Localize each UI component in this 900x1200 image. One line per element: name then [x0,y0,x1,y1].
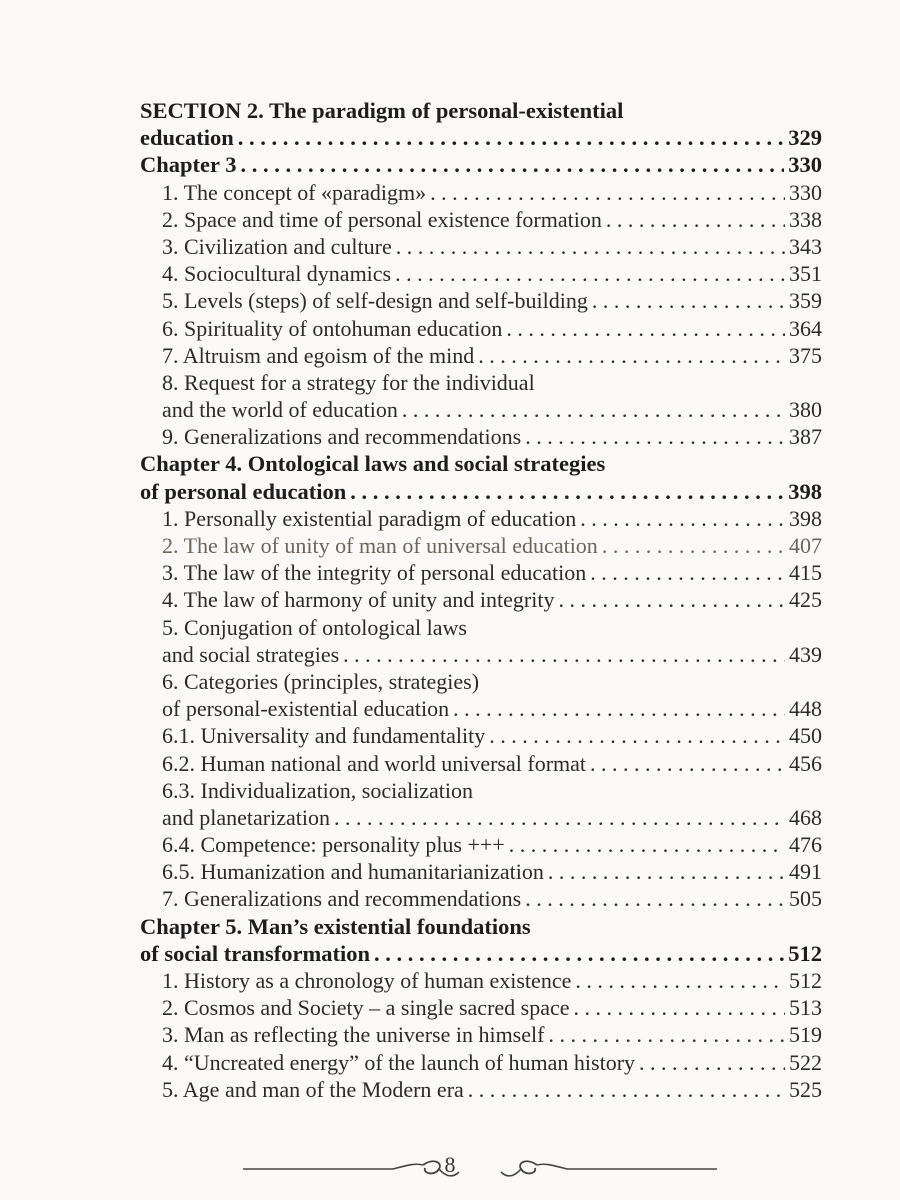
toc-entry [140,751,822,778]
toc-entry [140,261,822,288]
toc-entry-title: 6. Spirituality of ontohuman education [162,315,503,341]
toc-entry [140,370,822,397]
dot-leader [606,207,785,233]
toc-entry-page: 512 [788,940,822,966]
dot-leader [396,234,785,260]
toc-entry-title: 6.5. Humanization and humanitarianization [162,859,544,885]
dot-leader [343,642,785,668]
toc-entry [140,805,822,832]
toc-entry-page: 398 [788,478,822,504]
toc-entry [140,832,822,859]
dot-leader [592,288,785,314]
toc-entry-page: 364 [789,315,822,341]
toc-entry [140,696,822,723]
toc-entry [140,1050,822,1077]
dot-leader [574,995,785,1021]
dot-leader [395,261,785,287]
toc-entry [140,914,822,941]
toc-entry-title: 2. Cosmos and Society – a single sacred space [162,995,570,1021]
toc-entry [140,1077,822,1104]
toc-entry-title: 3. The law of the integrity of personal education [162,560,587,586]
dot-leader [489,723,785,749]
toc-entry [140,506,822,533]
toc-entry [140,98,822,125]
toc-entry [140,859,822,886]
dot-leader [453,696,785,722]
dot-leader [506,316,785,342]
toc-entry-page: 338 [789,206,822,232]
toc-entry-page: 359 [789,288,822,314]
toc-entry-title: 1. The concept of «paradigm» [162,179,427,205]
dot-leader [374,941,784,967]
dot-leader [525,424,785,450]
toc-entry-title: 4. Sociocultural dynamics [162,261,392,287]
toc-entry-title: 6.2. Human national and world universal format [162,750,587,776]
dot-leader [590,560,785,586]
toc-entry [140,723,822,750]
toc-entry-page: 398 [789,505,822,531]
dot-leader [548,859,785,885]
dot-leader [430,180,785,206]
toc-entry-page: 456 [789,750,822,776]
toc-entry-title: 6.3. Individualization, socialization [162,777,473,803]
toc-entry-page: 468 [789,804,822,830]
toc-entry-page: 505 [789,886,822,912]
toc-entry-title: 3. Man as reflecting the universe in himself [162,1022,545,1048]
toc-entry-title: 6. Categories (principles, strategies) [162,668,480,694]
toc-entry [140,886,822,913]
dot-leader [558,587,785,613]
toc-entry-page: 491 [789,859,822,885]
toc-entry-page: 343 [789,233,822,259]
toc-entry-title: 6.1. Universality and fundamentality [162,723,486,749]
toc-entry [140,451,822,478]
toc-entry-title: and planetarization [162,804,330,830]
toc-entry-page: 330 [788,152,822,178]
toc-entry-page: 425 [789,587,822,613]
toc-entry [140,669,822,696]
toc-entry [140,343,822,370]
toc-entry-title: of social transformation [140,940,370,966]
toc-entry-page: 439 [789,641,822,667]
page-number: 8 [444,1152,456,1177]
dot-leader [350,479,784,505]
toc-entry-page: 387 [789,424,822,450]
toc-entry-title: of personal education [140,478,347,504]
toc-entry-page: 512 [789,968,822,993]
toc-entry-page: 375 [789,342,822,368]
toc-entry [140,968,822,995]
toc-entry-page: 330 [789,179,822,205]
toc-entry-page: 329 [788,125,822,151]
dot-leader [402,397,785,423]
dot-leader [468,1077,785,1103]
dot-leader [590,751,785,777]
dot-leader [639,1050,785,1076]
toc-entry [140,125,822,152]
toc-entry [140,234,822,261]
dot-leader [240,152,784,178]
toc-entry-page: 522 [789,1049,822,1075]
toc-entry-title: 1. History as a chronology of human existence [162,968,572,993]
dot-leader [238,125,784,151]
toc-entry [140,995,822,1022]
toc-entry-title: 2. The law of unity of man of universal education [162,533,598,558]
toc-entry [140,587,822,614]
toc-entry-page: 380 [789,397,822,423]
toc-entry [140,533,822,560]
toc-entry [140,152,822,179]
toc-entry-title: of personal-existential education [162,696,450,722]
footer-ornament [243,1152,717,1186]
toc-entry [140,1022,822,1049]
toc-entry-title: 5. Levels (steps) of self-design and self-building [162,288,588,314]
toc-entry [140,180,822,207]
toc-entry-title: and social strategies [162,641,340,667]
dot-leader [580,506,785,532]
dot-leader [575,968,785,994]
dot-leader [525,886,785,912]
toc-entry [140,316,822,343]
toc-entry-title: 7. Generalizations and recommendations [162,886,522,912]
toc-entry-page: 476 [789,832,822,858]
toc-entry [140,479,822,506]
toc-entry [140,778,822,805]
toc-entry-title: 6.4. Competence: personality plus +++ [162,832,505,858]
toc-entry-title: 9. Generalizations and recommendations [162,424,522,450]
toc-entry [140,642,822,669]
toc-entry [140,941,822,968]
toc-entry-title: 5. Conjugation of ontological laws [162,614,467,640]
toc-entry [140,424,822,451]
toc-entry-title: Chapter 4. Ontological laws and social strategies [140,451,606,477]
dot-leader [602,533,785,559]
toc-entry-title: 8. Request for a strategy for the individual [162,369,535,395]
toc-entry-page: 450 [789,723,822,749]
dot-leader [334,805,785,831]
toc-entry-title: 2. Space and time of personal existence formation [162,206,602,232]
toc-entry-title: and the world of education [162,397,398,423]
toc-entry-page: 351 [789,261,822,287]
toc-entry [140,207,822,234]
toc-entry-page: 519 [789,1022,822,1048]
toc-entry [140,397,822,424]
toc-entry-title: Chapter 3 [140,152,237,178]
toc-entry [140,560,822,587]
toc-entry [140,615,822,642]
toc-entry-title: 4. The law of harmony of unity and integrity [162,587,555,613]
toc-entry-title: 1. Personally existential paradigm of education [162,505,577,531]
toc-entry-page: 525 [789,1076,822,1102]
toc-entry-title: 3. Civilization and culture [162,233,392,259]
dot-leader [478,343,785,369]
toc-entry-title: SECTION 2. The paradigm of personal-existential [140,98,624,123]
toc-entry-title: Chapter 5. Man’s existential foundations [140,913,531,939]
toc-entry-page: 407 [789,533,822,558]
toc-entry-title: education [140,125,234,151]
toc-entry-page: 415 [789,560,822,586]
toc-entry [140,288,822,315]
toc-entry-title: 5. Age and man of the Modern era [162,1076,464,1102]
toc-entry-page: 448 [789,696,822,722]
toc-entry-title: 7. Altruism and egoism of the mind [162,342,475,368]
toc-entry-page: 513 [789,995,822,1021]
table-of-contents [140,98,822,1104]
dot-leader [548,1022,785,1048]
dot-leader [509,832,785,858]
toc-entry-title: 4. “Uncreated energy” of the launch of human history [162,1049,636,1075]
